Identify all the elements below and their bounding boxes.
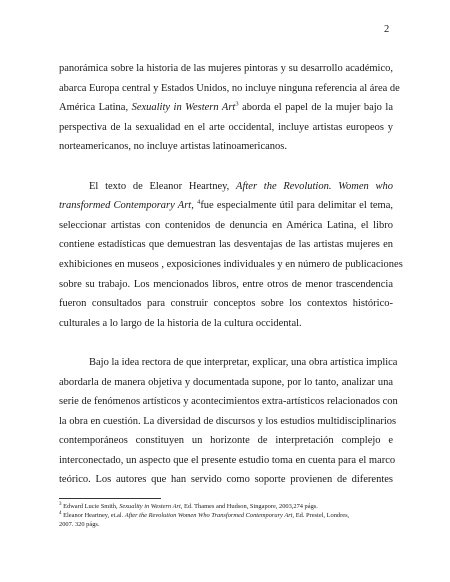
text-line: [59, 431, 393, 451]
paragraph-3: [59, 353, 398, 490]
text-run: América Latina,: [59, 102, 132, 114]
footnote-line: [59, 502, 399, 511]
text-line: [59, 216, 393, 236]
text-line: [59, 235, 393, 255]
text-run: interconectado, un aspecto que el presente estudio toma en cuenta para el marco: [59, 454, 396, 466]
footnote-4: [59, 511, 399, 529]
text-run: seleccionar artistas con contenidos de denuncia en América Latina, el libro: [59, 219, 393, 231]
text-line: [59, 451, 396, 471]
text-line: [59, 255, 403, 275]
text-line: [59, 196, 393, 216]
text-run: Eleanor Heartney, et.al.: [61, 512, 125, 519]
text-run: panorámica sobre la historia de las mujeres pintoras y su desarrollo académico,: [59, 63, 393, 74]
text-line: [59, 353, 398, 373]
text-line: [59, 392, 398, 412]
footnote-marker: 3: [235, 100, 239, 108]
text-run: la obra en cuestión. La diversidad de discursos y los estudios multidisciplinarios: [59, 415, 397, 427]
text-run: teórico. Los autores que han servido como soporte provienen de diferentes: [59, 474, 393, 486]
text-run: fueron consultados para construir conceptos sobre los contextos histórico-: [59, 298, 393, 310]
text-line: [59, 275, 393, 295]
text-run: contemporáneos constituyen un horizonte de interpretación complejo e: [59, 435, 393, 447]
text-run: abordarla de manera objetiva y documentada supone, por lo tanto, analizar una: [59, 376, 393, 388]
text-line: [59, 137, 393, 157]
page-number: 2: [384, 24, 390, 35]
text-run: 2007. 320 págs.: [59, 521, 100, 528]
footnote-line: [59, 511, 399, 520]
paragraph-1: [59, 59, 400, 157]
footnote-marker: 4: [197, 198, 201, 206]
text-run: Edward Lucie Smith,: [61, 503, 120, 510]
text-line: [59, 314, 393, 334]
text-line: [59, 79, 400, 99]
text-line: [59, 294, 393, 314]
text-run: aborda el papel de la mujer bajo la: [238, 102, 393, 114]
italic-text: Sexuality in Western Art: [119, 503, 181, 510]
text-run: El texto de Eleanor Heartney,: [89, 180, 237, 192]
text-run: sobre su trabajo. Los mencionados libros, entre otros de menor trascendencia: [59, 278, 393, 290]
text-line: [59, 470, 393, 490]
text-run: Bajo la idea rectora de que interpretar, explicar, una obra artística implica: [89, 356, 398, 368]
text-run: contiene estadísticas que demuestran las desventajas de las artistas mujeres en: [59, 239, 393, 251]
text-line: [59, 59, 393, 79]
text-line: [59, 177, 393, 197]
italic-text: Sexuality in Western Art: [131, 102, 236, 114]
text-run: , Ed. Thames and Hudson, Singapore, 2003,274 págs.: [180, 503, 318, 510]
text-run: norteamericanos, no incluye artistas latinoamericanos.: [59, 141, 288, 153]
italic-text: After the Revolution Women Who Transformed Contemporary Art,: [124, 512, 295, 519]
text-line: [59, 118, 393, 138]
text-run: exhibiciones en museos , exposiciones individuales y en número de publicaciones: [59, 258, 403, 270]
footnote-separator: [59, 498, 161, 499]
paragraph-2: [59, 177, 403, 334]
body-text: [59, 59, 403, 490]
text-run: culturales a lo largo de la historia de la cultura occidental.: [59, 317, 302, 329]
footnotes: [59, 502, 399, 529]
paragraph-gap: [59, 157, 393, 177]
text-line: [59, 98, 393, 118]
text-line: [59, 412, 397, 432]
text-run: perspectiva de la sexualidad en el arte occidental, incluye artistas europeos y: [59, 121, 393, 133]
italic-text: After the Revolution. Women who: [236, 180, 393, 192]
footnote-marker: 3: [59, 501, 62, 507]
italic-text: transformed Contemporary Art,: [59, 200, 198, 212]
text-run: abarca Europa central y Estados Unidos, no incluye ninguna referencia al área de: [59, 82, 400, 94]
text-line: [59, 373, 393, 393]
footnote-line: [59, 520, 399, 529]
paragraph-gap: [59, 333, 393, 353]
text-run: serie de fenómenos artísticos y acontecimientos extra-artísticos relacionados con: [59, 396, 398, 408]
footnote-marker: 4: [59, 510, 62, 516]
footnote-3: [59, 502, 399, 511]
text-run: fue especialmente útil para delimitar el tema,: [200, 200, 393, 212]
text-run: Ed. Prestel, Londres,: [294, 512, 350, 519]
